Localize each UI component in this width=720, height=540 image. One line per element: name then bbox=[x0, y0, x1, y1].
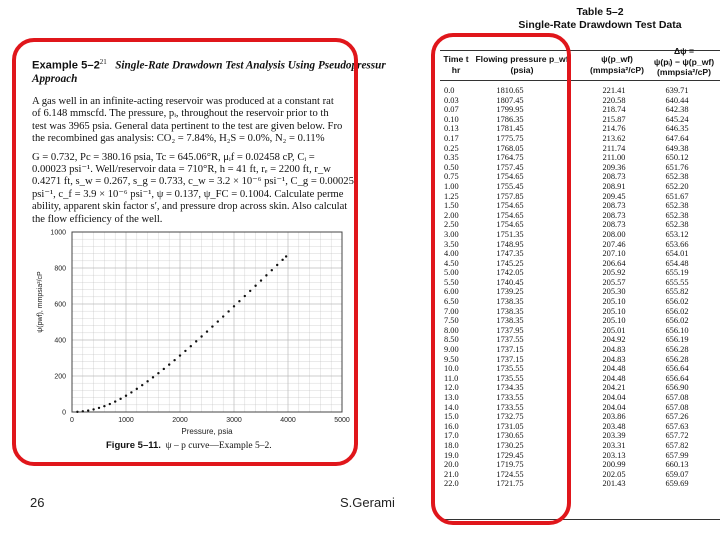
cell-time: 8.00 bbox=[444, 325, 459, 335]
header-dpsi-line: ψ(pᵢ) − ψ(p_wf) bbox=[653, 56, 715, 67]
cell-time: 1.00 bbox=[444, 181, 459, 191]
cell-psi: 203.39 bbox=[602, 431, 626, 441]
cell-dpsi: 653.12 bbox=[665, 229, 689, 239]
cell-dpsi: 642.38 bbox=[665, 105, 689, 115]
cell-pressure: 1755.45 bbox=[496, 181, 524, 191]
header-pressure-line: (psia) bbox=[510, 64, 534, 75]
y-tick-label: 800 bbox=[54, 265, 66, 273]
cell-dpsi: 650.12 bbox=[665, 153, 689, 163]
cell-pressure: 1810.65 bbox=[496, 86, 524, 95]
cell-pressure: 1775.75 bbox=[496, 133, 524, 143]
cell-pressure: 1757.45 bbox=[496, 162, 524, 172]
cell-psi: 205.10 bbox=[602, 306, 626, 316]
cell-pressure: 1768.05 bbox=[496, 143, 524, 153]
cell-dpsi: 657.82 bbox=[665, 440, 689, 450]
cell-dpsi: 656.64 bbox=[665, 373, 689, 383]
para2-line: 0.00023 psi⁻¹. Well/reservoir data = 710°R, h = 41 ft, rₑ = 2200 ft, r_w bbox=[32, 164, 331, 176]
cell-time: 0.75 bbox=[444, 172, 459, 182]
x-tick-label: 2000 bbox=[172, 417, 188, 424]
cell-dpsi: 656.64 bbox=[665, 364, 689, 374]
cell-dpsi: 655.19 bbox=[665, 268, 689, 278]
cell-dpsi: 656.28 bbox=[665, 354, 689, 364]
cell-psi: 205.01 bbox=[602, 325, 626, 335]
cell-dpsi: 656.02 bbox=[665, 306, 689, 316]
column-psi bbox=[588, 86, 640, 489]
cell-time: 0.25 bbox=[444, 143, 459, 153]
cell-pressure: 1730.65 bbox=[496, 431, 524, 441]
cell-time: 19.0 bbox=[444, 450, 459, 460]
table-title-line2: Single-Rate Drawdown Test Data bbox=[518, 19, 682, 31]
cell-pressure: 1719.75 bbox=[496, 460, 524, 470]
cell-time: 5.50 bbox=[444, 277, 459, 287]
cell-time: 7.50 bbox=[444, 316, 459, 326]
highlight-frame-table bbox=[431, 33, 571, 525]
cell-psi: 213.62 bbox=[602, 133, 626, 143]
cell-pressure: 1739.25 bbox=[496, 287, 524, 297]
cell-time: 8.50 bbox=[444, 335, 459, 345]
page-number: 26 bbox=[30, 495, 45, 510]
cell-time: 9.00 bbox=[444, 345, 459, 355]
cell-dpsi: 656.02 bbox=[665, 297, 689, 307]
para2-line: ability, apparent skin factor s′, and pressure drop across skin. Also calculat bbox=[32, 201, 348, 213]
cell-time: 22.0 bbox=[444, 479, 459, 489]
cell-dpsi: 657.72 bbox=[665, 431, 689, 441]
cell-dpsi: 656.19 bbox=[665, 335, 689, 345]
cell-pressure: 1737.55 bbox=[496, 335, 524, 345]
cell-psi: 205.10 bbox=[602, 316, 626, 326]
cell-time: 12.0 bbox=[444, 383, 459, 393]
cell-psi: 204.83 bbox=[602, 354, 626, 364]
cell-pressure: 1781.45 bbox=[496, 124, 524, 134]
cell-time: 0.07 bbox=[444, 105, 459, 115]
cell-time: 0.35 bbox=[444, 153, 459, 163]
cell-psi: 218.74 bbox=[602, 105, 626, 115]
cell-time: 7.00 bbox=[444, 306, 459, 316]
x-tick-label: 3000 bbox=[226, 417, 242, 424]
cell-psi: 208.73 bbox=[602, 201, 626, 211]
cell-psi: 221.41 bbox=[602, 86, 626, 95]
cell-dpsi: 656.10 bbox=[665, 325, 689, 335]
cell-dpsi: 651.76 bbox=[665, 162, 689, 172]
cell-pressure: 1745.25 bbox=[496, 258, 524, 268]
cell-time: 4.00 bbox=[444, 249, 459, 259]
cell-time: 2.50 bbox=[444, 220, 459, 230]
cell-psi: 202.05 bbox=[602, 469, 626, 479]
cell-pressure: 1807.45 bbox=[496, 95, 524, 105]
cell-dpsi: 654.48 bbox=[665, 258, 689, 268]
cell-psi: 208.73 bbox=[602, 210, 626, 220]
cell-pressure: 1799.95 bbox=[496, 105, 524, 115]
x-tick-label: 4000 bbox=[280, 417, 296, 424]
cell-dpsi: 655.82 bbox=[665, 287, 689, 297]
cell-dpsi: 649.38 bbox=[665, 143, 689, 153]
y-tick-label: 200 bbox=[54, 373, 66, 381]
cell-dpsi: 652.38 bbox=[665, 172, 689, 182]
cell-pressure: 1738.35 bbox=[496, 297, 524, 307]
cell-time: 4.50 bbox=[444, 258, 459, 268]
cell-time: 3.00 bbox=[444, 229, 459, 239]
cell-pressure: 1754.65 bbox=[496, 220, 524, 230]
cell-pressure: 1724.55 bbox=[496, 469, 524, 479]
cell-pressure: 1786.35 bbox=[496, 114, 524, 124]
cell-pressure: 1738.35 bbox=[496, 306, 524, 316]
cell-psi: 203.48 bbox=[602, 421, 626, 431]
cell-psi: 204.48 bbox=[602, 373, 626, 383]
example-title: Single-Rate Drawdown Test Analysis Using Pseudopressur bbox=[115, 59, 386, 72]
cell-dpsi: 659.69 bbox=[665, 479, 689, 489]
cell-psi: 207.10 bbox=[602, 249, 626, 259]
header-psi-line: ψ(p_wf) bbox=[601, 54, 633, 64]
cell-dpsi: 639.71 bbox=[665, 86, 689, 95]
highlight-frame-example bbox=[12, 38, 358, 466]
cell-pressure: 1754.65 bbox=[496, 210, 524, 220]
cell-time: 2.00 bbox=[444, 210, 459, 220]
cell-psi: 203.31 bbox=[602, 440, 626, 450]
cell-psi: 203.13 bbox=[602, 450, 626, 460]
cell-pressure: 1734.35 bbox=[496, 383, 524, 393]
example-ref: 21 bbox=[99, 58, 107, 66]
header-dpsi bbox=[648, 46, 720, 78]
cell-dpsi: 653.66 bbox=[665, 239, 689, 249]
cell-dpsi: 647.64 bbox=[665, 133, 689, 143]
header-time-line: hr bbox=[451, 64, 461, 75]
cell-time: 16.0 bbox=[444, 421, 459, 431]
cell-dpsi: 652.38 bbox=[665, 210, 689, 220]
cell-pressure: 1733.55 bbox=[496, 402, 524, 412]
cell-psi: 204.04 bbox=[602, 393, 626, 402]
cell-time: 9.50 bbox=[444, 354, 459, 364]
cell-psi: 211.74 bbox=[602, 143, 626, 153]
cell-time: 6.00 bbox=[444, 287, 459, 297]
cell-pressure: 1730.25 bbox=[496, 440, 524, 450]
cell-pressure: 1735.55 bbox=[496, 373, 524, 383]
para2-line: psi⁻¹, c_f = 3.9 × 10⁻⁶ psi⁻¹, ψ = 0.137, ψ_FC = 0.1004. Calculate perme bbox=[32, 188, 344, 200]
cell-time: 1.50 bbox=[444, 201, 459, 211]
y-tick-label: 600 bbox=[54, 301, 66, 309]
cell-dpsi: 656.02 bbox=[665, 316, 689, 326]
cell-psi: 205.30 bbox=[602, 287, 626, 297]
cell-pressure: 1747.35 bbox=[496, 249, 524, 259]
cell-psi: 215.87 bbox=[602, 114, 626, 124]
cell-dpsi: 657.08 bbox=[665, 402, 689, 412]
x-tick-label: 0 bbox=[70, 417, 74, 424]
cell-dpsi: 657.99 bbox=[665, 450, 689, 460]
figure-caption-text: ψ – p curve—Example 5–2. bbox=[165, 441, 272, 451]
cell-dpsi: 645.24 bbox=[665, 114, 689, 124]
cell-pressure: 1731.05 bbox=[496, 421, 524, 431]
header-pressure-line: Flowing pressure p_wf bbox=[475, 54, 569, 64]
y-tick-label: 1000 bbox=[50, 229, 66, 237]
y-tick-label: 400 bbox=[54, 337, 66, 345]
cell-psi: 208.73 bbox=[602, 172, 626, 182]
cell-time: 14.0 bbox=[444, 402, 459, 412]
cell-pressure: 1735.55 bbox=[496, 364, 524, 374]
cell-pressure: 1764.75 bbox=[496, 153, 524, 163]
x-tick-label: 1000 bbox=[118, 417, 134, 424]
cell-psi: 204.21 bbox=[602, 383, 626, 393]
cell-time: 0.50 bbox=[444, 162, 459, 172]
cell-psi: 209.36 bbox=[602, 162, 626, 172]
cell-time: 0.0 bbox=[444, 86, 455, 95]
header-psi-line: (mmpsia²/cP) bbox=[590, 64, 644, 75]
cell-time: 11.0 bbox=[444, 373, 459, 383]
cell-time: 17.0 bbox=[444, 431, 459, 441]
cell-dpsi: 660.13 bbox=[665, 460, 689, 470]
cell-pressure: 1733.55 bbox=[496, 393, 524, 402]
header-dpsi-line: (mmpsia²/cP) bbox=[657, 67, 711, 77]
chart-y-axis-label: ψ(pwf), mmpsia²/cP bbox=[37, 271, 44, 333]
cell-time: 15.0 bbox=[444, 412, 459, 422]
header-time-line: Time t bbox=[443, 54, 469, 64]
cell-dpsi: 652.38 bbox=[665, 201, 689, 211]
cell-pressure: 1751.35 bbox=[496, 229, 524, 239]
cell-psi: 220.58 bbox=[602, 95, 626, 105]
cell-pressure: 1721.75 bbox=[496, 479, 524, 489]
cell-pressure: 1737.95 bbox=[496, 325, 524, 335]
chart-x-axis-label: Pressure, psia bbox=[181, 427, 233, 436]
para1-line: the recombined gas analysis: CO₂ = 7.84%, H₂S = 0.0%, N₂ = 0.11% bbox=[32, 133, 325, 145]
example-subtitle: Approach bbox=[32, 72, 78, 85]
cell-dpsi: 657.63 bbox=[665, 421, 689, 431]
cell-dpsi: 651.67 bbox=[665, 191, 689, 201]
cell-psi: 201.43 bbox=[602, 479, 626, 489]
figure-caption-label: Figure 5–11. bbox=[106, 440, 161, 451]
cell-time: 0.13 bbox=[444, 124, 459, 134]
para1-line: of 6.148 mmscfd. The pressure, pᵢ, throughout the reservoir prior to th bbox=[32, 108, 329, 120]
cell-pressure: 1740.45 bbox=[496, 277, 524, 287]
cell-time: 21.0 bbox=[444, 469, 459, 479]
cell-dpsi: 652.38 bbox=[665, 220, 689, 230]
cell-dpsi: 657.08 bbox=[665, 393, 689, 402]
cell-time: 20.0 bbox=[444, 460, 459, 470]
cell-dpsi: 646.35 bbox=[665, 124, 689, 134]
para2-line: G = 0.732, Pc = 380.16 psia, Tc = 645.06°R, μᵢf = 0.02458 cP, Cᵢ = bbox=[32, 151, 315, 163]
cell-psi: 205.57 bbox=[602, 277, 626, 287]
column-dpsi bbox=[652, 86, 702, 489]
cell-psi: 208.00 bbox=[602, 229, 626, 239]
cell-psi: 204.04 bbox=[602, 402, 626, 412]
para1-line: test was 3965 psia. General data pertinent to the test are given below. Fro bbox=[32, 120, 343, 132]
cell-pressure: 1737.15 bbox=[496, 354, 524, 364]
para2-line: the flow efficiency of the well. bbox=[32, 213, 163, 225]
example-label: Example 5–2 bbox=[32, 59, 100, 72]
cell-pressure: 1732.75 bbox=[496, 412, 524, 422]
table-title-line1: Table 5–2 bbox=[576, 6, 624, 18]
y-tick-label: 0 bbox=[62, 409, 66, 417]
cell-pressure: 1757.85 bbox=[496, 191, 524, 201]
cell-pressure: 1729.45 bbox=[496, 450, 524, 460]
cell-dpsi: 655.55 bbox=[665, 277, 689, 287]
cell-pressure: 1754.65 bbox=[496, 172, 524, 182]
cell-psi: 205.10 bbox=[602, 297, 626, 307]
cell-dpsi: 654.01 bbox=[665, 249, 689, 259]
para1-line: A gas well in an infinite-acting reservoir was produced at a constant rat bbox=[32, 96, 334, 107]
para2-line: 0.4271 ft, s_w = 0.267, s_g = 0.733, c_w = 3.2 × 10⁻⁶ psi⁻¹, C_g = 0.00025 bbox=[32, 176, 354, 188]
cell-psi: 200.99 bbox=[602, 460, 626, 470]
cell-psi: 214.76 bbox=[602, 124, 626, 134]
cell-dpsi: 652.20 bbox=[665, 181, 689, 191]
header-psi bbox=[582, 54, 652, 75]
cell-time: 0.10 bbox=[444, 114, 459, 124]
cell-pressure: 1754.65 bbox=[496, 201, 524, 211]
cell-pressure: 1742.05 bbox=[496, 268, 524, 278]
cell-time: 0.17 bbox=[444, 133, 459, 143]
cell-time: 10.0 bbox=[444, 364, 459, 374]
header-dpsi-line: Δψ = bbox=[673, 46, 695, 56]
cell-time: 18.0 bbox=[444, 440, 459, 450]
cell-time: 0.03 bbox=[444, 95, 459, 105]
x-tick-label: 5000 bbox=[334, 417, 350, 424]
table-title bbox=[490, 6, 710, 32]
cell-dpsi: 656.90 bbox=[665, 383, 689, 393]
cell-psi: 203.86 bbox=[602, 412, 626, 422]
author-name: S.Gerami bbox=[340, 495, 395, 510]
cell-time: 1.25 bbox=[444, 191, 459, 201]
cell-dpsi: 657.26 bbox=[665, 412, 689, 422]
cell-pressure: 1738.35 bbox=[496, 316, 524, 326]
cell-psi: 204.83 bbox=[602, 345, 626, 355]
cell-time: 5.00 bbox=[444, 268, 459, 278]
cell-psi: 208.73 bbox=[602, 220, 626, 230]
cell-psi: 204.48 bbox=[602, 364, 626, 374]
cell-psi: 206.64 bbox=[602, 258, 626, 268]
cell-psi: 205.92 bbox=[602, 268, 626, 278]
cell-time: 13.0 bbox=[444, 393, 459, 402]
cell-psi: 208.91 bbox=[602, 181, 626, 191]
cell-dpsi: 659.07 bbox=[665, 469, 689, 479]
cell-time: 3.50 bbox=[444, 239, 459, 249]
cell-pressure: 1748.95 bbox=[496, 239, 524, 249]
cell-dpsi: 640.44 bbox=[665, 95, 689, 105]
cell-psi: 204.92 bbox=[602, 335, 626, 345]
cell-time: 6.50 bbox=[444, 297, 459, 307]
cell-dpsi: 656.28 bbox=[665, 345, 689, 355]
cell-psi: 211.00 bbox=[602, 153, 626, 163]
cell-psi: 209.45 bbox=[602, 191, 626, 201]
cell-psi: 207.46 bbox=[602, 239, 626, 249]
cell-pressure: 1737.15 bbox=[496, 345, 524, 355]
